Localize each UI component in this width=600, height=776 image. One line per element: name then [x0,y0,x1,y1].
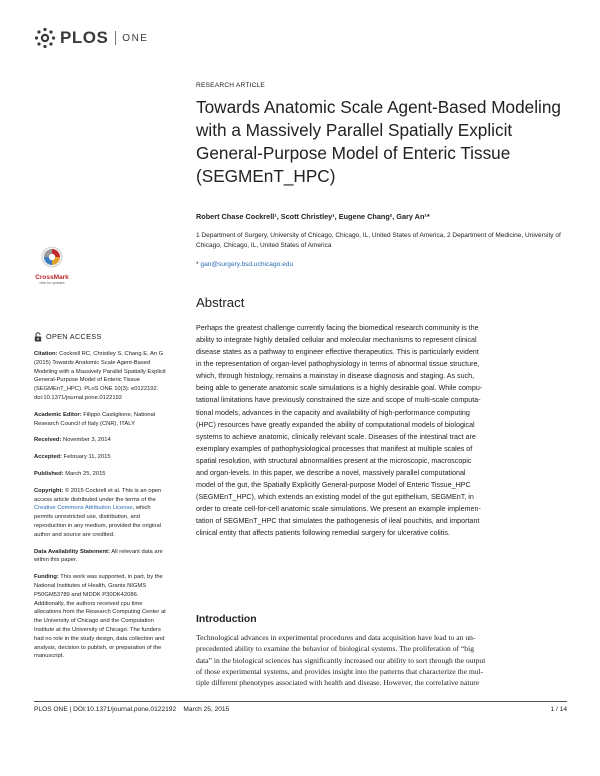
abstract-line: spatial resolution, with structural abnormalities present at the microscopic, macroscopic [196,456,472,465]
logo-divider [115,31,116,45]
citation-text: Cockrell RC, Christley S, Chang E, An G (2015) Towards Anatomic Scale Agent-Based Modeling with a Massively Parallel Spatially Explicit General-Purpose Model of Enteric Tissue (SEGMEnT_HPC). PLoS ONE 10(3): e0122192. doi:10.1371/journal.pone.0122192 [34,351,166,401]
plos-logo-icon [34,27,56,49]
crossmark-badge[interactable] [35,246,69,285]
copyright-block [34,487,166,540]
crossmark-sublabel: click for updates [39,281,65,285]
abstract-line: order to create cell-for-cell anatomic scale simulations. We present an example implemen- [196,505,481,514]
data-availability-label: Data Availability Statement: [34,548,110,555]
introduction-line: tiple different phenotypes associated with health and disease. However, the correlative nature [196,678,480,687]
funding-text: This work was supported, in part, by the National Institutes of Health, Grants NIGMS P50GM53789 and NIDDK P30DK42086. Additionally, the authors received cpu time allocations from the Research Computing Center at the University of Chicago and the Computation Institute at the University of Chicago. The funders had no role in the study design, data collection and analysis, decision to publish, or preparation of the manuscript. [34,574,166,660]
data-availability-text: All relevant data are within this paper. [34,548,163,564]
abstract-line: exemplary examples of pathophysiological processes that manifest at multiple scales of [196,444,473,453]
abstract-line: being able to generate anatomic scale simulations is a highly desirable goal. While compu- [196,384,483,393]
citation-label: Citation: [34,351,58,357]
abstract-line: tational limitations have previously constrained the size and scope of multi-scale computa- [196,396,481,405]
published-label: Published: [34,470,64,477]
editor-label: Academic Editor: [34,411,82,418]
corresponding-marker: * [196,261,199,268]
open-access-label: OPEN ACCESS [46,331,102,341]
introduction-line: precedented ability to examine the behavior of biological systems. The proliferation of “big [196,644,474,654]
funding-block [34,573,166,661]
logo-text: PLOS [60,28,109,47]
introduction-body [196,632,568,688]
email-link[interactable]: gan@surgery.bsd.uchicago.edu [200,261,294,268]
abstract-line: which, through histology, remains a mainstay in disease diagnosis and staging. As such, [196,372,475,381]
accepted-label: Accepted: [34,454,63,461]
accepted-text: February 11, 2015 [62,454,111,461]
copyright-label: Copyright: [34,487,64,494]
abstract-line: model of the gut, the Spatially Explicitly General-purpose Model of Enteric Tissue_HPC [196,481,471,490]
open-lock-icon [34,332,42,342]
abstract-line: systems to achieve anatomic, clinically relevant scale. Diseases of the intestinal tract are [196,432,476,441]
license-link[interactable]: Creative Commons Attribution License [34,505,133,512]
published-text: March 25, 2015 [63,470,106,477]
abstract-line: and organ-levels. In this paper, we describe a novel, massively parallel computational [196,468,466,477]
abstract-line: (HPC) resources have greatly expanded the ability of computational models of biological [196,420,475,429]
citation-block [34,350,166,403]
abstract-line: in the representation of organ-level pathophysiology in terms of abnormal tissue structure, [196,360,480,369]
introduction-heading: Introduction [196,614,257,625]
published-block [34,470,166,479]
article-type: RESEARCH ARTICLE [196,82,266,89]
abstract-line: (SEGMEnT_HPC), which extends an existing model of the gut epithelium, SEGMEnT, in [196,493,474,502]
abstract-line: tional models, advances in the capacity and availability of high-performance computing [196,408,470,417]
journal-name: ONE [122,32,149,44]
abstract-line: Perhaps the greatest challenge currently facing the biomedical research community is the [196,324,479,332]
abstract-line: disease states as a pathway to engineer effective therapeutics. This is particularly evident [196,348,479,357]
introduction-line: Technological advances in experimental procedures and data acquisition have lead to an un- [196,633,476,642]
crossmark-icon [41,246,63,268]
academic-editor-block [34,411,166,429]
received-block [34,436,166,445]
affiliations: 1 Department of Surgery, University of Chicago, Chicago, IL, United States of America, 2 Department of Medicine, University of Chicago, Chicago, IL, United States of America [196,232,561,249]
author-list: Robert Chase Cockrell¹, Scott Christley¹, Eugene Chang², Gary An¹* [196,212,430,221]
funding-label: Funding: [34,574,59,581]
copyright-text-end: , which permits unrestricted use, distribution, and reproduction in any medium, provided the original author and source are credited. [34,505,161,538]
introduction-line: data” in the biological sciences has significantly increased our ability to sort through the output [196,655,486,665]
received-label: Received: [34,437,62,444]
open-access-badge [34,332,166,342]
crossmark-label: CrossMark [35,274,69,281]
data-availability-block [34,548,166,566]
copyright-text: © 2015 Cockrell et al. This is an open access article distributed under the terms of the [34,487,162,503]
abstract-line: ability to integrate highly detailed cellular and molecular mechanisms to represent clinical [196,336,477,345]
received-text: November 3, 2014 [61,437,111,444]
introduction-line: of those experimental systems, and provides insight into the patterns that characterize the mul- [196,666,484,676]
corresponding-email[interactable] [196,261,568,268]
abstract-line: clinical entity that affects patients following remedial surgery for ulcerative colitis. [196,529,450,538]
article-sidebar [34,332,166,669]
accepted-block [34,453,166,462]
footer-citation: PLOS ONE | DOI:10.1371/journal.pone.0122192 March 25, 2015 [34,706,230,713]
abstract-body [196,322,568,539]
footer-divider [34,701,567,702]
editor-text: Filippo Castiglione, National Research Council of Italy (CNR), ITALY [34,411,156,427]
abstract-heading: Abstract [196,295,245,310]
journal-logo [34,27,148,49]
page-number: 1 / 14 [550,706,567,713]
article-title: Towards Anatomic Scale Agent-Based Modeling with a Massively Parallel Spatially Explicit General-Purpose Model of Enteric Tissue (SEGMEnT_HPC) [196,97,561,186]
abstract-line: tation of SEGMEnT_HPC that simulates the pathogenesis of ileal pouchitis, and important [196,517,480,526]
